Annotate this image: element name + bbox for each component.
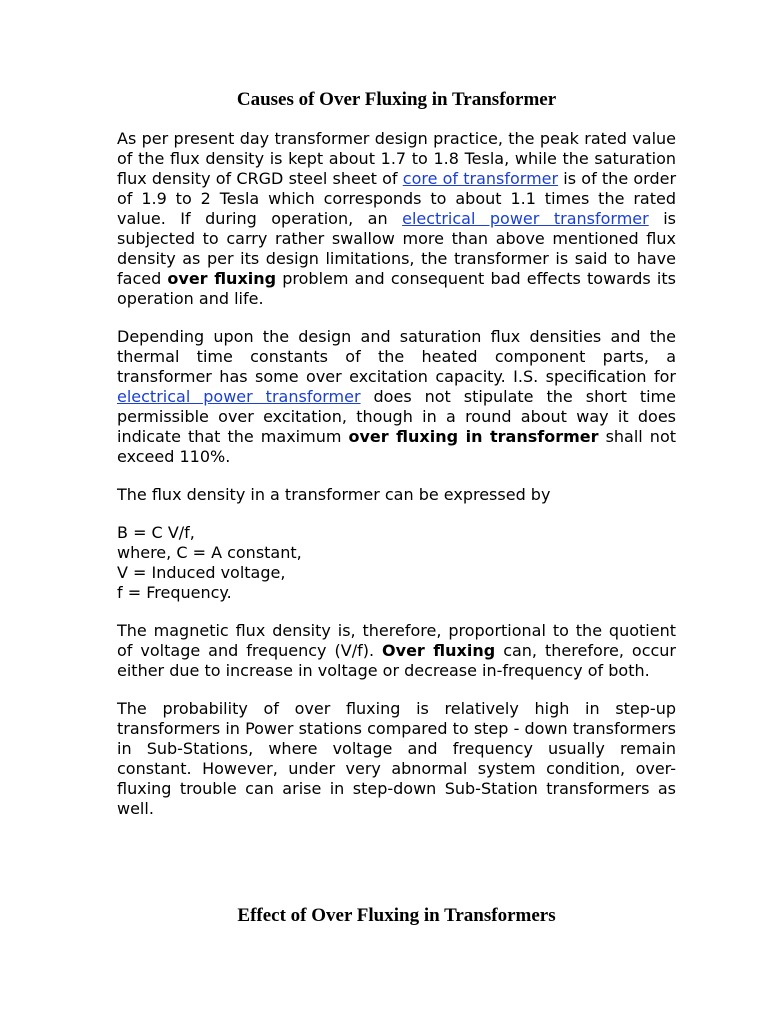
bold-term: over fluxing in transformer <box>348 427 599 446</box>
paragraph-text: The magnetic flux density is, therefore, proportional to the quotient of voltage and frequency (V/f). <box>117 621 676 660</box>
link-electrical-power-transformer-2[interactable]: electrical power transformer <box>117 387 361 406</box>
paragraph-probability: The probability of over fluxing is relatively high in step-up transformers in Power stations compared to step - down transformers in Sub-Stations, where voltage and frequency usually remain constant. However, under very abnormal system condition, over-fluxing trouble can arise in step-down Sub-Station transformers as well. <box>117 699 676 818</box>
paragraph-text: does not stipulate the short time permissible over excitation, though in a round about way it does indicate that the maximum <box>117 387 676 446</box>
paragraph-text: As per present day transformer design practice, the peak rated value of the flux density is kept about 1.7 to 1.8 Tesla, while the saturation flux density of CRGD steel sheet of <box>117 129 676 188</box>
paragraph-text: Depending upon the design and saturation flux densities and the thermal time constants of the heated component parts, a transformer has some over excitation capacity. I.S. specification for <box>117 327 676 386</box>
section-heading-effects: Effect of Over Fluxing in Transformers <box>237 905 556 926</box>
paragraph-expression-intro: The flux density in a transformer can be expressed by <box>117 485 551 504</box>
paragraph-proportionality <box>117 621 676 681</box>
bold-term: over fluxing <box>167 269 277 288</box>
document-body <box>117 129 676 837</box>
paragraph-over-excitation <box>117 327 676 467</box>
formula-line: B = C V/f, <box>117 523 195 542</box>
formula-block <box>117 523 676 603</box>
paragraph-text: can, therefore, occur either due to increase in voltage or decrease in-frequency of both. <box>117 641 677 680</box>
formula-line: where, C = A constant, <box>117 543 302 562</box>
paragraph-text: is of the order of 1.9 to 2 Tesla which corresponds to about 1.1 times the rated value. If during operation, an <box>117 169 677 228</box>
paragraph-text: problem and consequent bad effects towards its operation and life. <box>117 269 676 308</box>
paragraph-flux-density-design <box>117 129 676 309</box>
paragraph-text: is subjected to carry rather swallow more than above mentioned flux density as per its design limitations, the transformer is said to have faced <box>117 209 676 288</box>
formula-line: V = Induced voltage, <box>117 563 286 582</box>
link-core-of-transformer[interactable]: core of transformer <box>402 169 559 188</box>
formula-line: f = Frequency. <box>117 583 232 602</box>
link-electrical-power-transformer[interactable]: electrical power transformer <box>402 209 649 228</box>
bold-term: Over fluxing <box>382 641 496 660</box>
paragraph-text: shall not exceed 110%. <box>117 427 677 466</box>
section-heading-causes: Causes of Over Fluxing in Transformer <box>236 89 557 110</box>
